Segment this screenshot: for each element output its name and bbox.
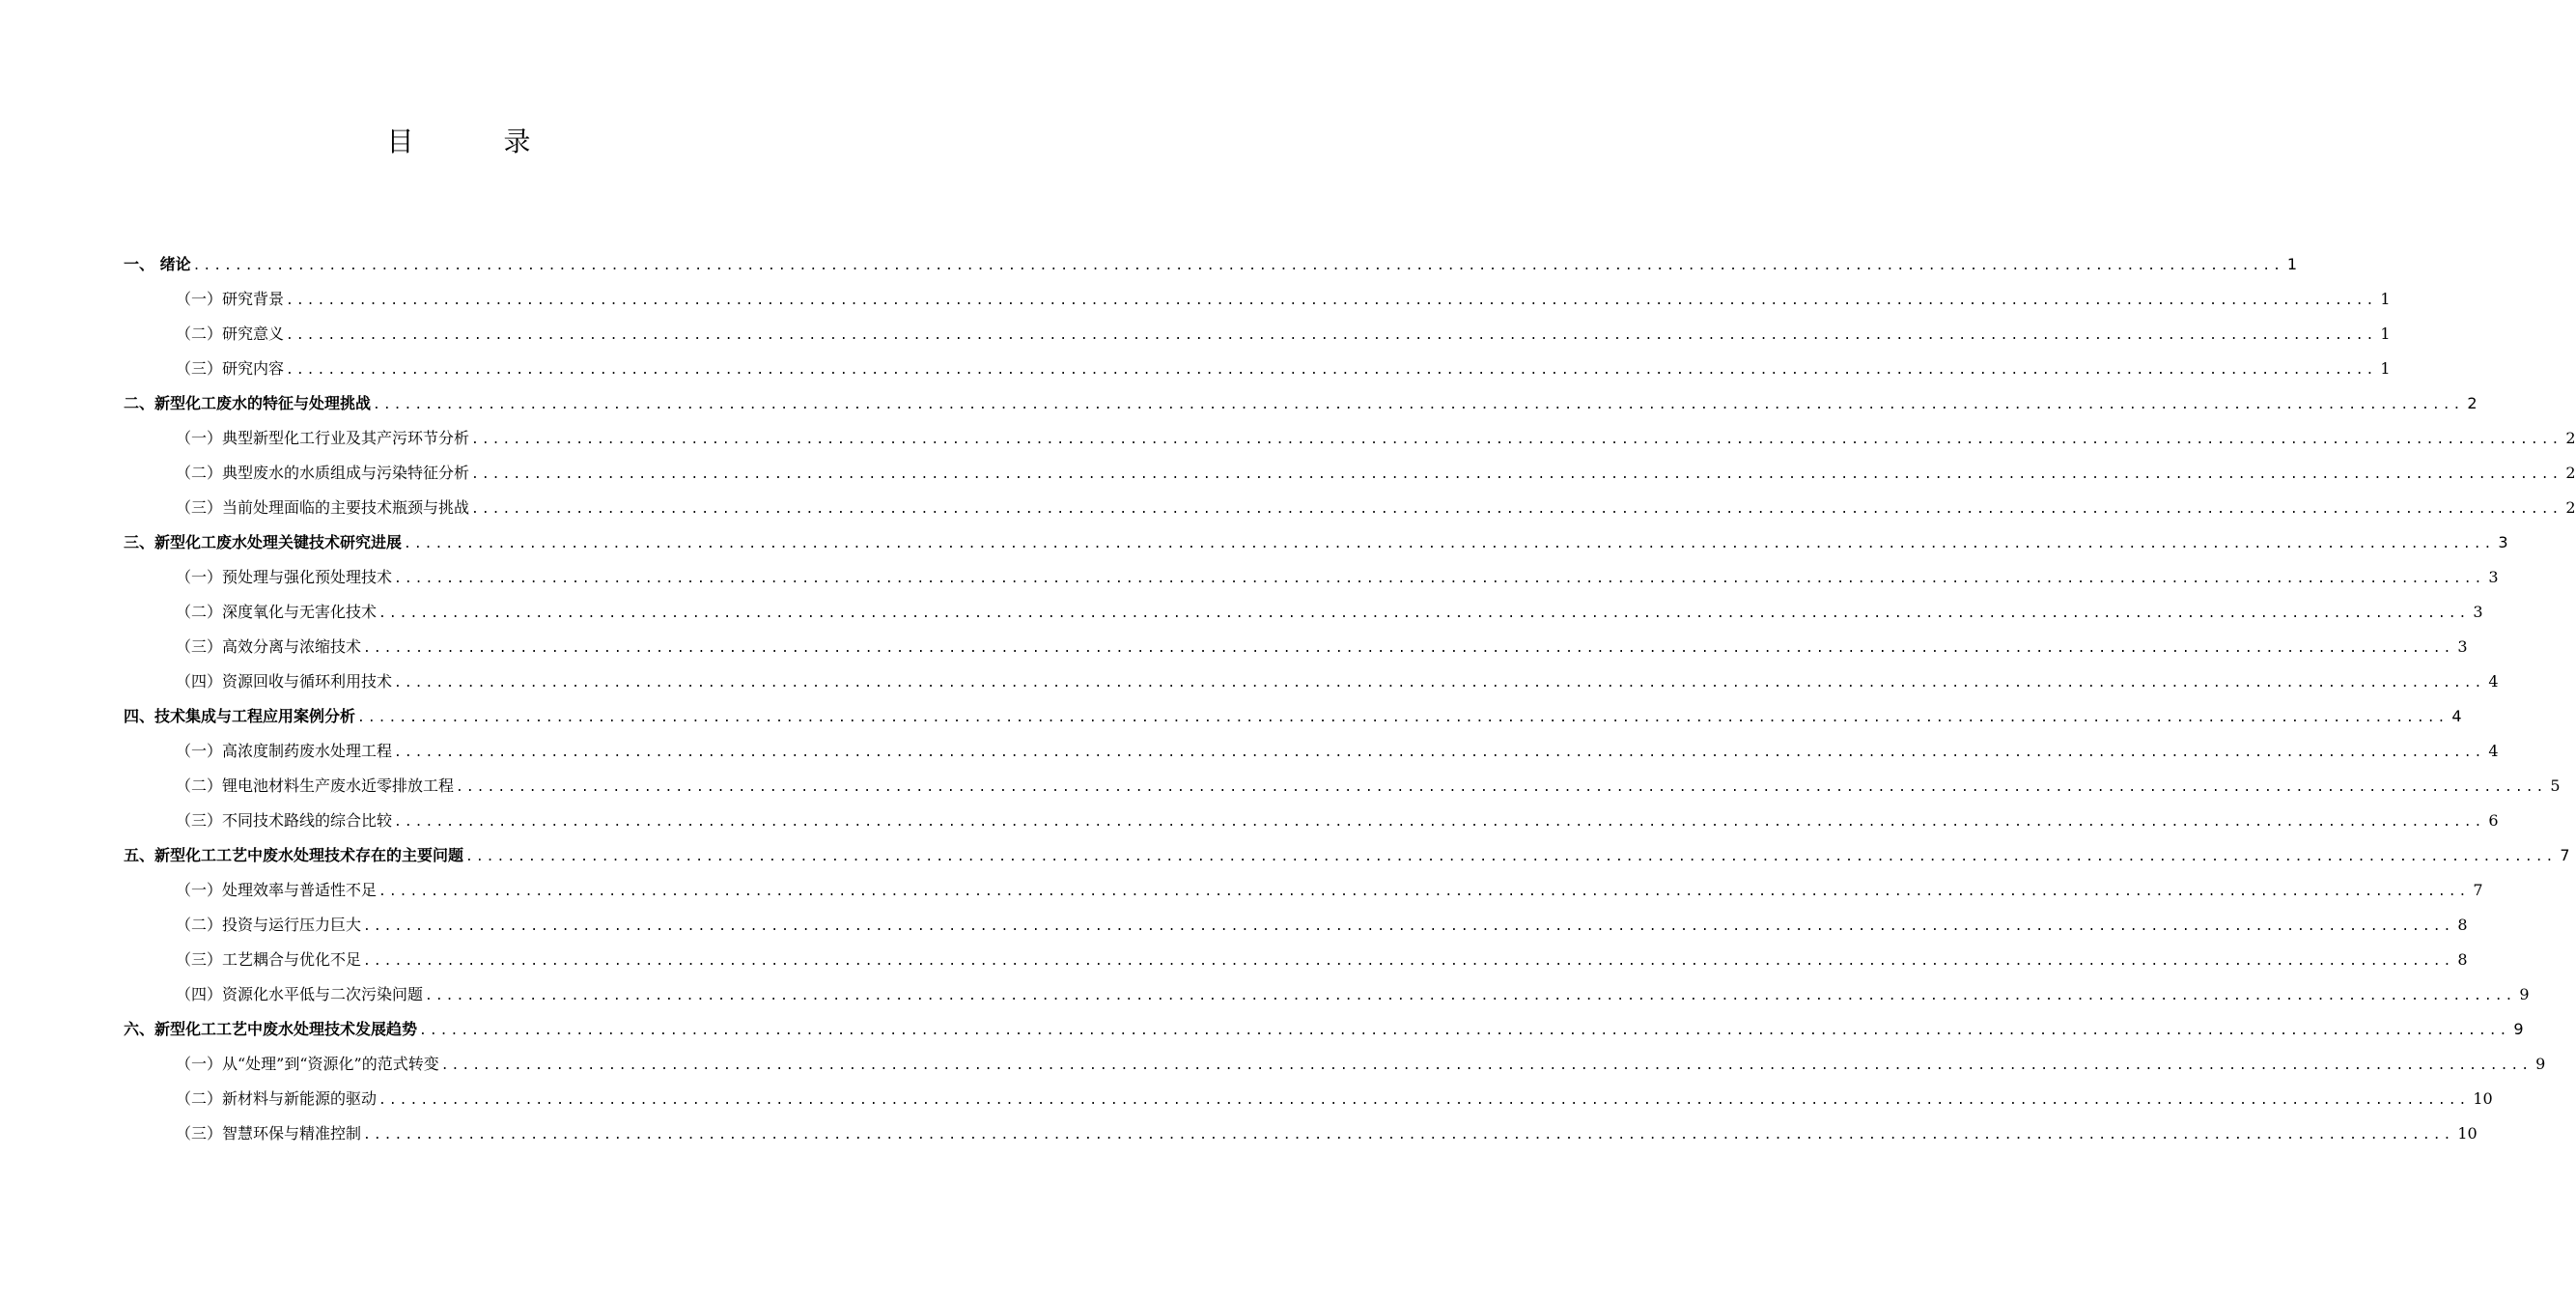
toc-entry-label: （二）投资与运行压力巨大 — [176, 916, 362, 934]
toc-entry-label: （三）研究内容 — [176, 359, 285, 378]
dot-leader: ........................................................................................................................................................................................................ — [378, 1093, 2470, 1108]
dot-leader: ........................................................................................................................................................................................................ — [394, 815, 2485, 830]
dot-leader: ........................................................................................................................................................................................................ — [471, 502, 2562, 517]
toc-section-entry[interactable] — [124, 595, 2483, 630]
toc-section-entry[interactable] — [124, 1047, 2546, 1082]
toc-entry-label: （一）从“处理”到“资源化”的范式转变 — [176, 1055, 439, 1073]
toc-section-entry[interactable] — [124, 560, 2499, 595]
toc-section-entry[interactable] — [124, 630, 2468, 664]
dot-leader: ........................................................................................................................................................................................................ — [357, 711, 2449, 725]
dot-leader: ........................................................................................................................................................................................................ — [286, 328, 2377, 343]
toc-chapter-entry[interactable] — [124, 525, 2508, 560]
dot-leader: ........................................................................................................................................................................................................ — [286, 294, 2377, 308]
dot-leader: ........................................................................................................................................................................................................ — [378, 885, 2470, 899]
dot-leader: ........................................................................................................................................................................................................ — [404, 537, 2495, 551]
toc-page-number: 9 — [2535, 1055, 2546, 1073]
toc-entry-label: （三）工艺耦合与优化不足 — [176, 950, 362, 969]
toc-page-number: 4 — [2488, 742, 2499, 760]
toc-section-entry[interactable] — [124, 908, 2468, 943]
toc-entry-label: （二）深度氧化与无害化技术 — [176, 603, 378, 621]
toc-page-number: 1 — [2380, 324, 2391, 343]
toc-section-entry[interactable] — [124, 977, 2530, 1012]
toc-page-number: 2 — [2565, 429, 2576, 447]
toc-section-entry[interactable] — [124, 352, 2391, 386]
dot-leader: ........................................................................................................................................................................................................ — [192, 259, 2283, 273]
toc-section-entry[interactable] — [124, 769, 2561, 804]
dot-leader: ........................................................................................................................................................................................................ — [363, 641, 2454, 656]
toc-entry-label: 一、 绪论 — [124, 255, 191, 273]
dot-leader: ........................................................................................................................................................................................................ — [373, 398, 2464, 412]
toc-entry-label: （一）处理效率与普适性不足 — [176, 881, 378, 899]
toc-page-number: 7 — [2473, 881, 2483, 899]
toc-page-number: 2 — [2565, 464, 2576, 482]
toc-entry-label: （四）资源化水平低与二次污染问题 — [176, 985, 424, 1003]
table-of-contents — [124, 247, 2576, 1151]
dot-leader: ........................................................................................................................................................................................................ — [471, 433, 2562, 447]
toc-page-number: 2 — [2565, 498, 2576, 517]
toc-chapter-entry[interactable] — [124, 247, 2298, 282]
toc-page-number: 1 — [2286, 255, 2298, 273]
toc-entry-label: 四、技术集成与工程应用案例分析 — [124, 707, 356, 725]
dot-leader: ........................................................................................................................................................................................................ — [425, 989, 2516, 1003]
toc-page-number: 1 — [2380, 359, 2391, 378]
dot-leader: ........................................................................................................................................................................................................ — [440, 1058, 2533, 1073]
toc-entry-label: （二）典型废水的水质组成与污染特征分析 — [176, 464, 470, 482]
toc-page-number: 5 — [2550, 776, 2561, 795]
toc-page-number: 7 — [2560, 846, 2570, 864]
dot-leader: ........................................................................................................................................................................................................ — [471, 467, 2562, 482]
dot-leader: ........................................................................................................................................................................................................ — [394, 746, 2485, 760]
toc-entry-label: （二）锂电池材料生产废水近零排放工程 — [176, 776, 455, 795]
toc-entry-label: （三）当前处理面临的主要技术瓶颈与挑战 — [176, 498, 470, 517]
toc-section-entry[interactable] — [124, 734, 2499, 769]
toc-entry-label: 六、新型化工工艺中废水处理技术发展趋势 — [124, 1020, 418, 1038]
toc-entry-label: （一）典型新型化工行业及其产污环节分析 — [176, 429, 470, 447]
dot-leader: ........................................................................................................................................................................................................ — [456, 780, 2547, 795]
toc-entry-label: （四）资源回收与循环利用技术 — [176, 672, 393, 691]
toc-section-entry[interactable] — [124, 664, 2499, 699]
toc-chapter-entry[interactable] — [124, 699, 2462, 734]
page-title: 目 录 — [386, 126, 572, 157]
toc-page-number: 10 — [2473, 1089, 2493, 1108]
toc-section-entry[interactable] — [124, 421, 2576, 456]
toc-chapter-entry[interactable] — [124, 1012, 2524, 1047]
toc-section-entry[interactable] — [124, 456, 2576, 491]
dot-leader: ........................................................................................................................................................................................................ — [363, 954, 2454, 969]
toc-page-number: 9 — [2519, 985, 2530, 1003]
toc-page-number: 3 — [2488, 568, 2499, 586]
dot-leader: ........................................................................................................................................................................................................ — [363, 919, 2454, 934]
toc-page-number: 1 — [2380, 290, 2391, 308]
toc-section-entry[interactable] — [124, 1116, 2478, 1151]
toc-entry-label: （三）不同技术路线的综合比较 — [176, 811, 393, 830]
toc-page-number: 4 — [2488, 672, 2499, 691]
toc-entry-label: 二、新型化工废水的特征与处理挑战 — [124, 394, 372, 412]
dot-leader: ........................................................................................................................................................................................................ — [465, 850, 2557, 864]
toc-section-entry[interactable] — [124, 491, 2576, 525]
dot-leader: ........................................................................................................................................................................................................ — [419, 1024, 2510, 1038]
toc-entry-label: （一）高浓度制药废水处理工程 — [176, 742, 393, 760]
dot-leader: ........................................................................................................................................................................................................ — [394, 676, 2485, 691]
toc-entry-label: （一）预处理与强化预处理技术 — [176, 568, 393, 586]
toc-page-number: 6 — [2488, 811, 2499, 830]
toc-entry-label: （一）研究背景 — [176, 290, 285, 308]
dot-leader: ........................................................................................................................................................................................................ — [394, 572, 2485, 586]
toc-chapter-entry[interactable] — [124, 838, 2570, 873]
toc-page-number: 3 — [2473, 603, 2483, 621]
dot-leader: ........................................................................................................................................................................................................ — [286, 363, 2377, 378]
toc-page-number: 4 — [2451, 707, 2462, 725]
toc-page-number: 2 — [2467, 394, 2478, 412]
toc-section-entry[interactable] — [124, 804, 2499, 838]
toc-entry-label: 五、新型化工工艺中废水处理技术存在的主要问题 — [124, 846, 464, 864]
toc-section-entry[interactable] — [124, 1082, 2493, 1116]
toc-entry-label: （三）高效分离与浓缩技术 — [176, 637, 362, 656]
toc-entry-label: （二）研究意义 — [176, 324, 285, 343]
toc-page-number: 8 — [2457, 950, 2468, 969]
dot-leader: ........................................................................................................................................................................................................ — [378, 607, 2470, 621]
toc-section-entry[interactable] — [124, 282, 2391, 317]
dot-leader: ........................................................................................................................................................................................................ — [363, 1128, 2454, 1143]
toc-page-number: 3 — [2457, 637, 2468, 656]
toc-chapter-entry[interactable] — [124, 386, 2478, 421]
toc-page-number: 10 — [2457, 1124, 2478, 1143]
toc-section-entry[interactable] — [124, 317, 2391, 352]
toc-entry-label: （三）智慧环保与精准控制 — [176, 1124, 362, 1143]
toc-page-number: 8 — [2457, 916, 2468, 934]
toc-entry-label: （二）新材料与新能源的驱动 — [176, 1089, 378, 1108]
toc-section-entry[interactable] — [124, 873, 2483, 908]
toc-section-entry[interactable] — [124, 943, 2468, 977]
toc-page-number: 9 — [2513, 1020, 2524, 1038]
toc-page-number: 3 — [2498, 533, 2508, 551]
toc-entry-label: 三、新型化工废水处理关键技术研究进展 — [124, 533, 403, 551]
